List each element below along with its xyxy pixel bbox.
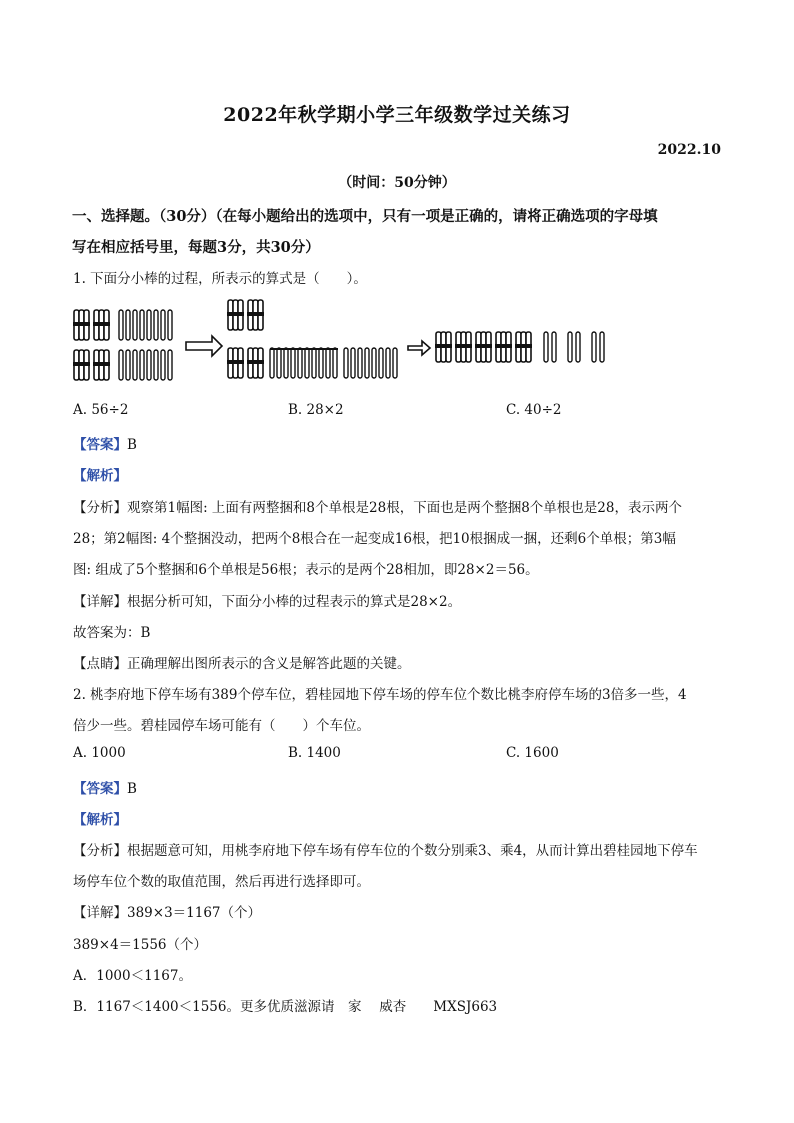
fenxi-text: 根据题意可知，用桃李府地下停车场有停车位的个数分别乘3、乘4，从而计算出碧桂园地下停车: [127, 843, 698, 859]
page-title: 2022年秋学期小学三年级数学过关练习: [223, 104, 571, 126]
q1-stem: 1. 下面分小棒的过程，所表示的算式是（ ）。: [73, 271, 367, 287]
fenxi-tag: 【分析】: [73, 500, 127, 516]
q2-option-c: C. 1600: [506, 745, 559, 761]
answer-tag: 【答案】: [73, 781, 127, 797]
q2-fenxi-line1: [73, 839, 698, 859]
q2-fenxi-line2: 场停车位个数的取值范围，然后再进行选择即可。: [73, 874, 370, 890]
q2-option-a: A. 1000: [73, 745, 126, 761]
dianjing-tag: 【点睛】: [73, 656, 127, 672]
detail-tag: 【详解】: [73, 905, 127, 921]
q1-dianjing: [73, 652, 411, 672]
fenxi-tag: 【分析】: [73, 843, 127, 859]
exam-time: （时间：50分钟）: [338, 175, 456, 191]
exam-date: 2022.10: [657, 142, 721, 158]
q2-detail-line2: 389×4＝1556（个）: [73, 937, 208, 953]
stick-bundles-figure: [72, 298, 612, 390]
q2-answer: [73, 777, 137, 797]
q1-analysis-tag: [73, 464, 127, 484]
detail-tag: 【详解】: [73, 594, 127, 610]
analysis-tag: 【解析】: [73, 812, 127, 828]
q1-fenxi-line1: [73, 496, 682, 516]
arrow-2: [408, 341, 430, 355]
q2-detail-line4: B．1167＜1400＜1556。更多优质滋源请 家 威杏 MXSJ663: [73, 999, 498, 1015]
q2-detail-line3: A．1000＜1167。: [73, 968, 192, 984]
q1-fenxi-line3: 图: 组成了5个整捆和6个单根是56根；表示的是两个28相加，即28×2＝56。: [73, 562, 539, 578]
q1-option-c: C. 40÷2: [506, 402, 562, 418]
fenxi-text: 观察第1幅图: 上面有两整捆和8个单根是28根，下面也是两个整捆8个单根也是28，表示两个: [127, 500, 682, 516]
arrow-1: [186, 336, 222, 356]
panel-2: [227, 300, 397, 378]
answer-tag: 【答案】: [73, 437, 127, 453]
q1-option-b: B. 28×2: [288, 402, 344, 418]
dianjing-text: 正确理解出图所表示的含义是解答此题的关键。: [127, 656, 411, 672]
q1-conclusion: 故答案为：B: [73, 625, 151, 641]
q1-answer: [73, 433, 137, 453]
answer-value: B: [127, 781, 137, 797]
q1-option-a: A. 56÷2: [73, 402, 129, 418]
section-heading-line2: 写在相应括号里，每题3分，共30分）: [72, 239, 320, 256]
q2-detail-line1: [73, 901, 261, 921]
detail-text: 根据分析可知，下面分小棒的过程表示的算式是28×2。: [127, 594, 462, 610]
panel-3: [435, 332, 604, 362]
q2-option-b: B. 1400: [288, 745, 341, 761]
q2-stem-line2: 倍少一些。碧桂园停车场可能有（ ）个车位。: [73, 718, 370, 734]
analysis-tag: 【解析】: [73, 468, 127, 484]
q2-analysis-tag: [73, 808, 127, 828]
detail-text: 389×3＝1167（个）: [127, 905, 262, 921]
q1-fenxi-line2: 28；第2幅图: 4个整捆没动，把两个8根合在一起变成16根，把10根捆成一捆，还剩6个单根；第3幅: [73, 531, 676, 547]
panel-1: [73, 310, 172, 380]
answer-value: B: [127, 437, 137, 453]
q2-stem-line1: 2. 桃李府地下停车场有389个停车位，碧桂园地下停车场的停车位个数比桃李府停车场的3倍多一些，4: [73, 687, 687, 703]
q1-detail: [73, 590, 461, 610]
section-heading-line1: 一、选择题。（30分）（在每小题给出的选项中，只有一项是正确的，请将正确选项的字母填: [72, 208, 658, 225]
